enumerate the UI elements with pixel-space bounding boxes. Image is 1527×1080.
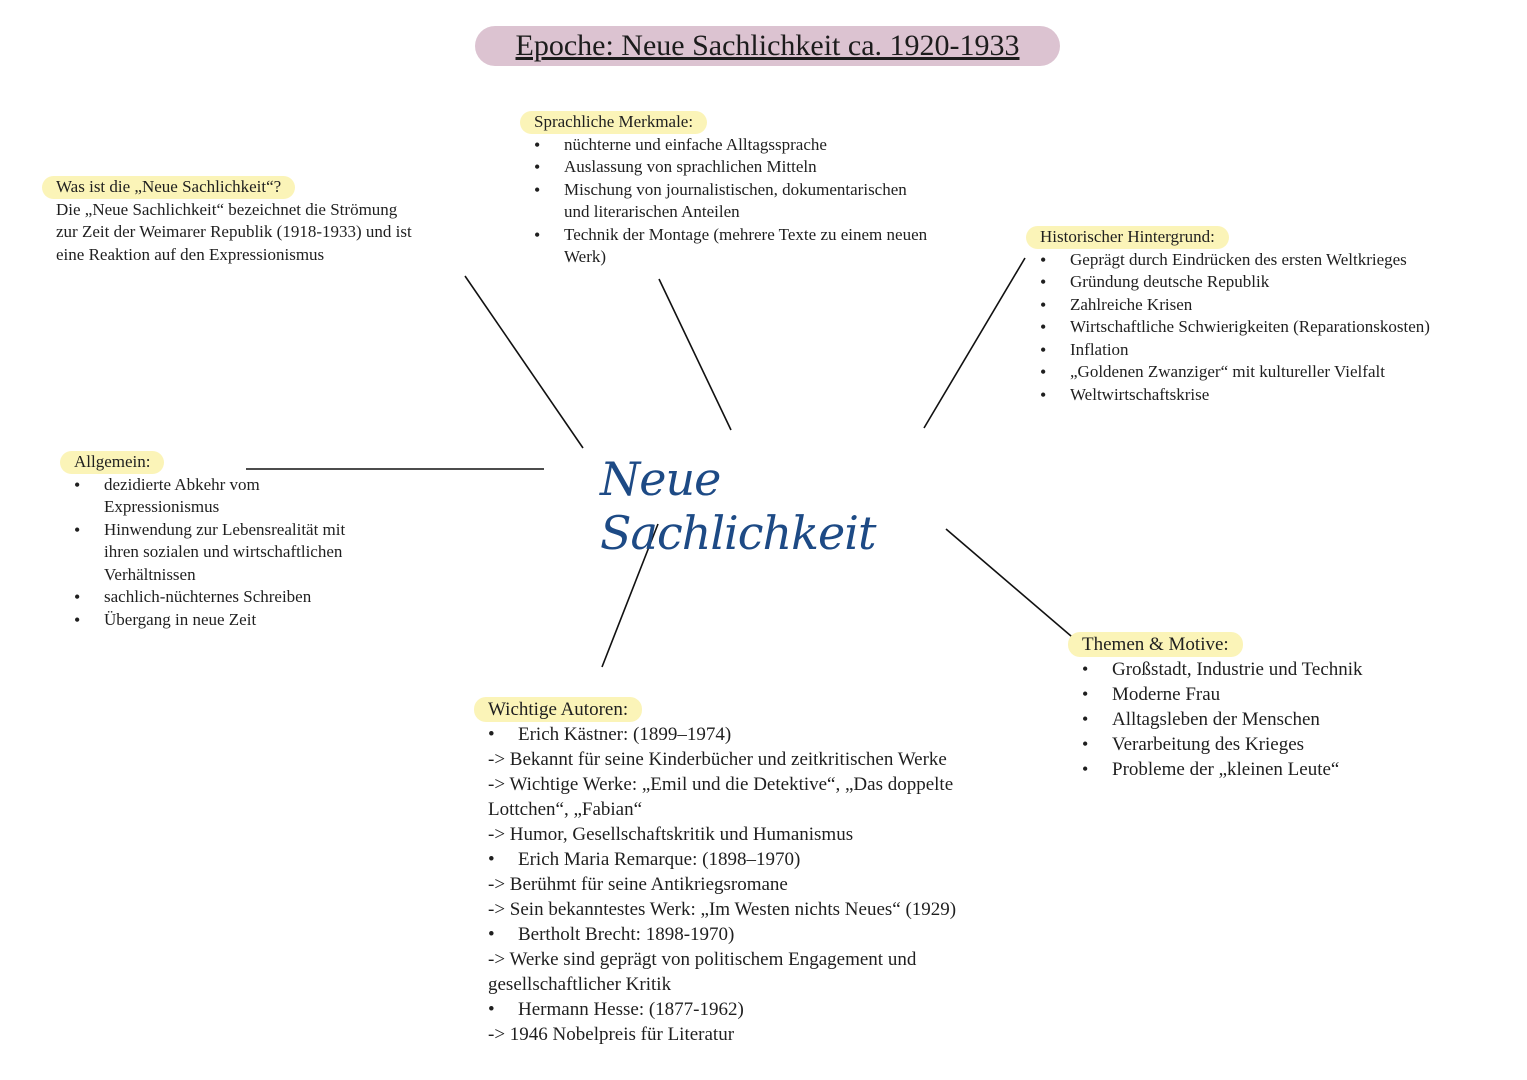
author-note: -> Bekannt für seine Kinderbücher und zeitkritischen Werke [488,749,947,770]
author-note: -> Sein bekanntestes Werk: „Im Westen nichts Neues“ (1929) [488,899,957,920]
allgemein-heading: Allgemein: [60,451,164,474]
list-item: • dezidierte Abkehr vom Expressionismus [74,474,364,519]
list-item: • Auslassung von sprachlichen Mitteln [534,156,934,179]
themen-list [1082,657,1482,782]
list-item: • Geprägt durch Eindrücken des ersten Weltkrieges [1040,249,1510,272]
list-item: • Weltwirtschaftskrise [1040,384,1510,407]
list-item: • Wirtschaftliche Schwierigkeiten (Reparationskosten) [1040,316,1510,339]
list-item: • Verarbeitung des Krieges [1082,732,1482,757]
sprachliche-heading: Sprachliche Merkmale: [520,111,707,134]
connector-historisch [924,258,1025,428]
list-item: • Zahlreiche Krisen [1040,294,1510,317]
list-item: • Inflation [1040,339,1510,362]
connector-sprachliche [659,279,731,430]
box-sprachliche [534,111,934,269]
was-ist-line: eine Reaktion auf den Expressionismus [56,244,325,264]
box-was-ist [56,176,486,266]
list-item: • sachlich-nüchternes Schreiben [74,586,364,609]
was-ist-line: zur Zeit der Weimarer Republik (1918-1933) und ist [56,222,412,241]
author-note: -> Humor, Gesellschaftskritik und Humanismus [488,824,854,845]
list-item: • Moderne Frau [1082,682,1482,707]
list-item: • Technik der Montage (mehrere Texte zu einem neuen Werk) [534,224,934,269]
allgemein-list [74,474,364,632]
list-item: • nüchterne und einfache Alltagssprache [534,134,934,157]
author-note: -> Wichtige Werke: „Emil und die Detektive“, „Das doppelte Lottchen“, „Fabian“ [488,774,954,820]
connector-themen [946,529,1078,642]
list-item: • Übergang in neue Zeit [74,609,364,632]
list-item: • Probleme der „kleinen Leute“ [1082,757,1482,782]
was-ist-line: Die „Neue Sachlichkeit“ bezeichnet die Strömung [56,199,398,219]
author-note: -> Berühmt für seine Antikriegsromane [488,874,788,895]
list-item: • Großstadt, Industrie und Technik [1082,657,1482,682]
connector-was-ist [465,276,583,448]
box-allgemein [74,451,364,631]
themen-heading: Themen & Motive: [1068,632,1243,657]
box-historisch [1040,226,1510,406]
list-item: • Alltagsleben der Menschen [1082,707,1482,732]
autoren-heading: Wichtige Autoren: [474,697,642,722]
sprachliche-list [534,134,934,269]
historisch-list [1040,249,1510,407]
box-autoren [488,697,1038,1047]
historisch-heading: Historischer Hintergrund: [1026,226,1229,249]
author-name: • Hermann Hesse: (1877-1962) [488,997,1038,1022]
author-note: -> 1946 Nobelpreis für Literatur [488,1024,735,1045]
list-item: • Hinwendung zur Lebensrealität mit ihren sozialen und wirtschaftlichen Verhältnissen [74,519,364,587]
page-title [475,26,1060,66]
center-node: Neue Sachlichkeit [600,452,876,560]
was-ist-heading: Was ist die „Neue Sachlichkeit“? [42,176,295,199]
list-item: • Gründung deutsche Republik [1040,271,1510,294]
author-note: -> Werke sind geprägt von politischem Engagement und gesellschaftlicher Kritik [488,949,917,995]
page-title-text: Epoche: Neue Sachlichkeit ca. 1920-1933 [515,29,1020,62]
author-name: • Erich Maria Remarque: (1898–1970) [488,847,1038,872]
list-item: • Mischung von journalistischen, dokumentarischen und literarischen Anteilen [534,179,934,224]
author-name: • Erich Kästner: (1899–1974) [488,722,1038,747]
author-name: • Bertholt Brecht: 1898-1970) [488,922,1038,947]
list-item: • „Goldenen Zwanziger“ mit kultureller Vielfalt [1040,361,1510,384]
box-themen [1082,632,1482,782]
